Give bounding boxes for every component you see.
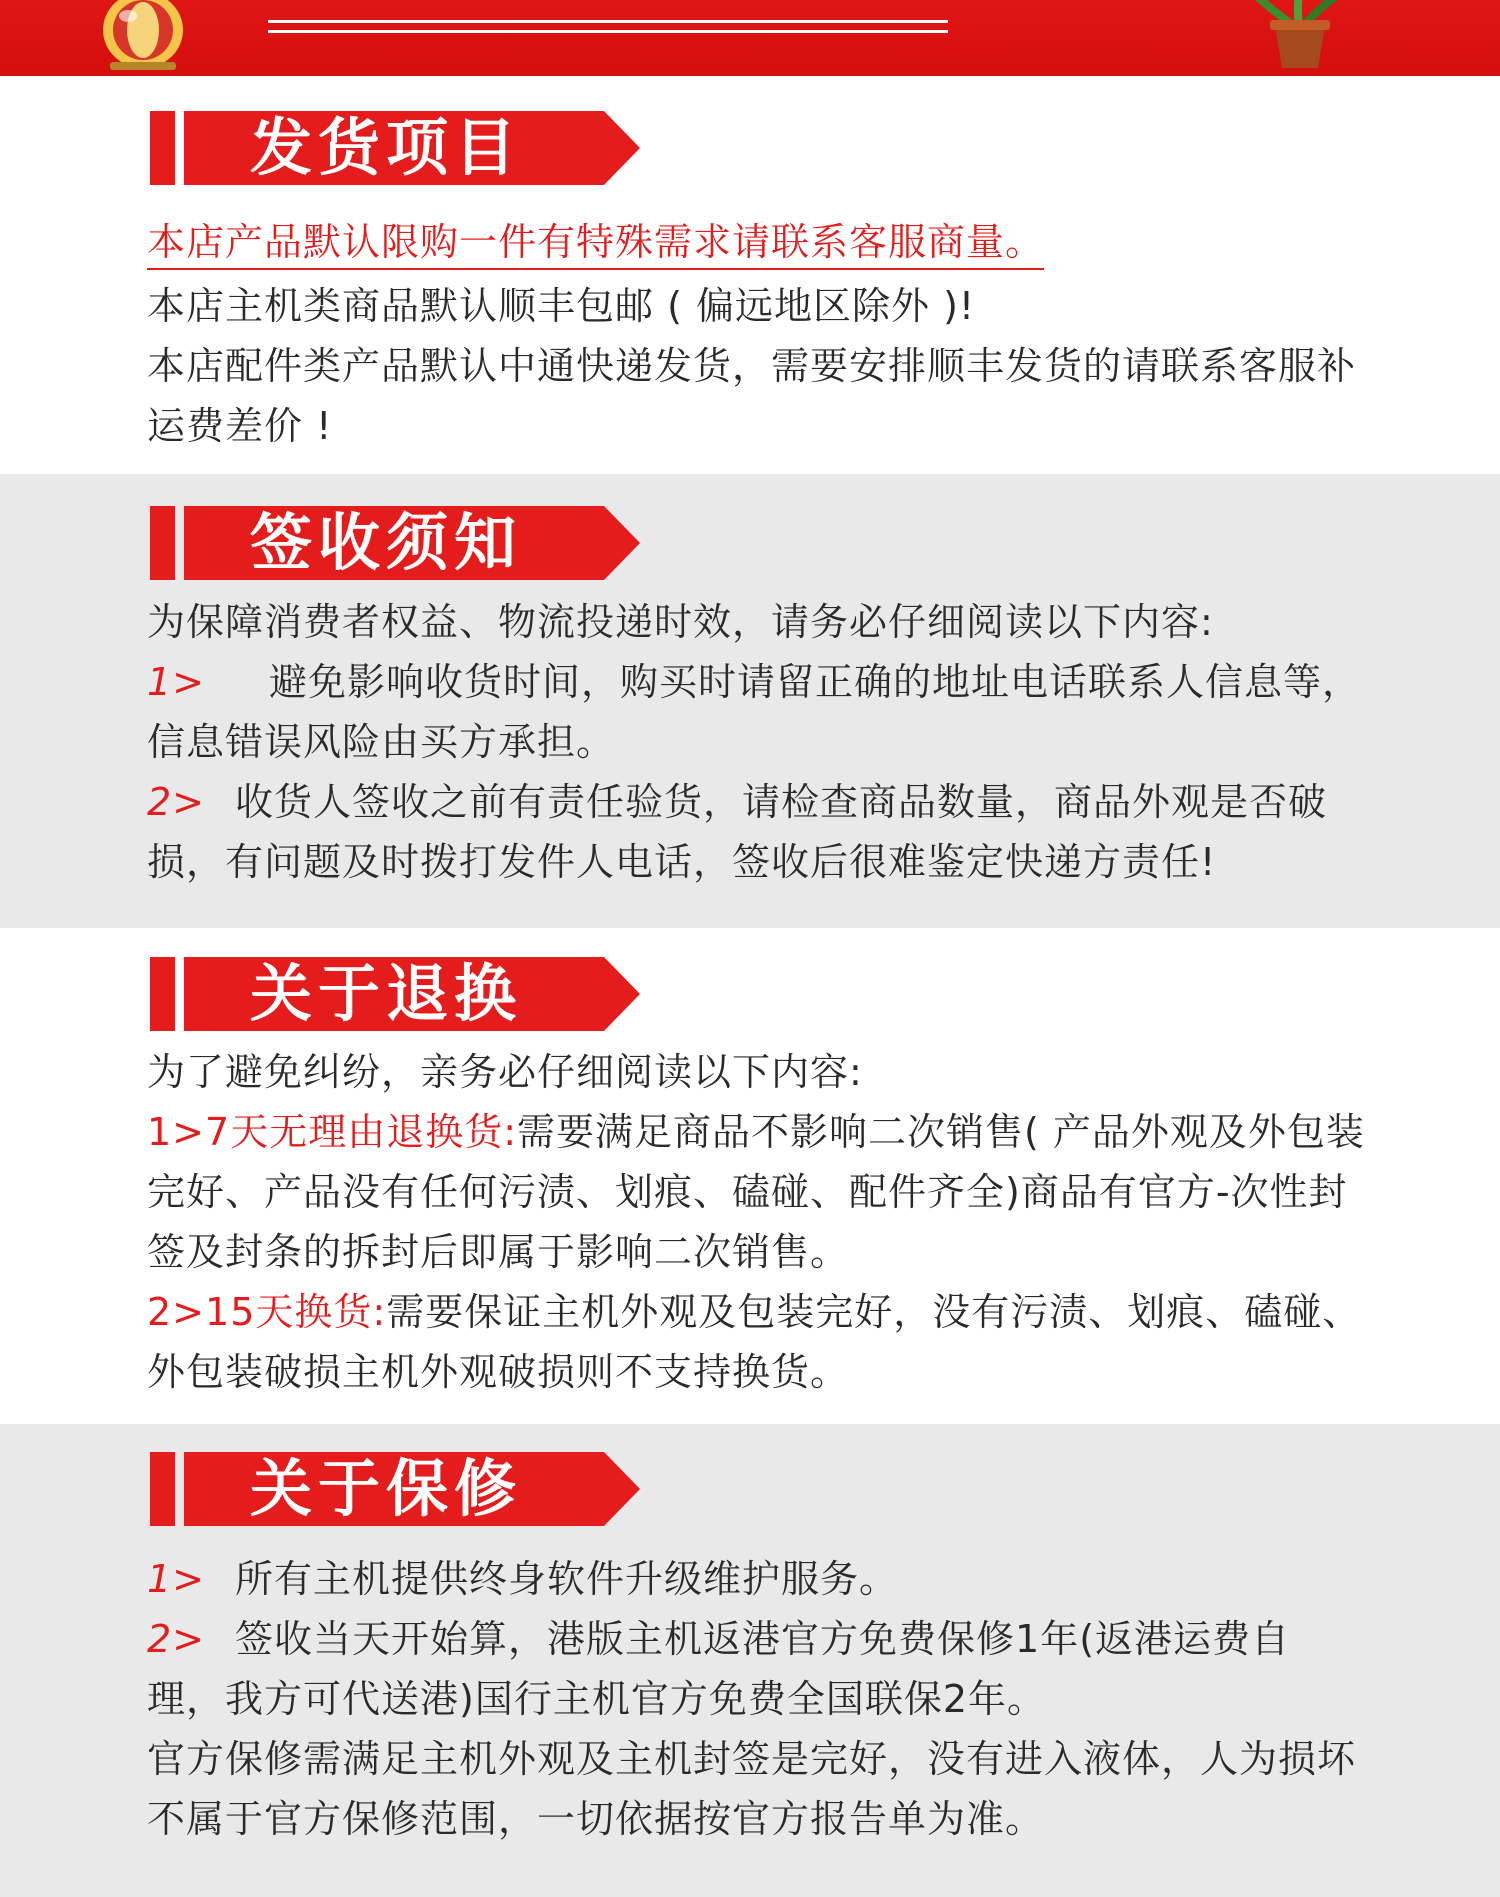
shipping-line-console: 本店主机类商品默认顺丰包邮 ( 偏远地区除外 )! [147, 284, 976, 328]
shipping-body [147, 212, 1367, 456]
receipt-heading [150, 506, 640, 580]
warranty-heading [150, 1452, 640, 1526]
receipt-intro: 为保障消费者权益、物流投递时效，请务必仔细阅读以下内容: [147, 600, 1214, 644]
shipping-section [0, 76, 1500, 474]
warranty-section [0, 1424, 1500, 1897]
warranty-item-1-text: 所有主机提供终身软件升级维护服务。 [235, 1557, 899, 1601]
heading-accent-bar [150, 111, 175, 185]
receipt-body [147, 592, 1367, 892]
returns-heading-text: 关于退换 [250, 957, 523, 1030]
item-marker: 1> [147, 1557, 206, 1601]
banner-decorative-lines [268, 20, 948, 40]
item-marker: 1> [147, 660, 206, 704]
warranty-item-2-text: 签收当天开始算，港版主机返港官方免费保修1年(返港运费自理，我方可代送港)国行主机官方免费全国联保2年。 [147, 1617, 1291, 1721]
item-marker: 2> [147, 780, 206, 824]
returns-intro: 为了避免纠纷，亲务必仔细阅读以下内容: [147, 1050, 863, 1094]
potted-plant-icon [1230, 0, 1370, 70]
receipt-item-2 [147, 772, 1367, 892]
returns-item-2-text: 需要保证主机外观及包装完好，没有污渍、划痕、磕碰、外包装破损主机外观破损则不支持换货。 [147, 1290, 1362, 1394]
warranty-body [147, 1549, 1367, 1849]
item-marker: 2> [147, 1617, 206, 1661]
receipt-section [0, 474, 1500, 928]
heading-accent-bar [150, 957, 175, 1031]
receipt-heading-text: 签收须知 [250, 506, 523, 579]
shipping-heading-text: 发货项目 [250, 111, 523, 184]
returns-7day-label: 1>7天无理由退换货: [147, 1110, 517, 1154]
purchase-limit-notice: 本店产品默认限购一件有特殊需求请联系客服商量。 [147, 216, 1044, 270]
warranty-note: 官方保修需满足主机外观及主机封签是完好，没有进入液体，人为损坏不属于官方保修范围，一切依据按官方报告单为准。 [147, 1737, 1357, 1841]
heading-accent-bar [150, 506, 175, 580]
shipping-heading [150, 111, 640, 185]
lantern-icon [88, 0, 198, 75]
receipt-item-2-text: 收货人签收之前有责任验货，请检查商品数量，商品外观是否破损，有问题及时拨打发件人电话，签收后很难鉴定快递方责任! [147, 780, 1328, 884]
returns-item-1-text: 需要满足商品不影响二次销售( 产品外观及外包装完好、产品没有任何污渍、划痕、磕碰、配件齐全)商品有官方-次性封签及封条的拆封后即属于影响二次销售。 [147, 1110, 1365, 1274]
returns-15day-label: 2>15天换货: [147, 1290, 387, 1334]
returns-heading [150, 957, 640, 1031]
returns-section [0, 928, 1500, 1424]
warranty-item-1 [147, 1549, 1367, 1609]
returns-body [147, 1042, 1367, 1402]
returns-item-2 [147, 1282, 1367, 1402]
warranty-item-2 [147, 1609, 1367, 1729]
receipt-item-1-text: 避免影响收货时间，购买时请留正确的地址电话联系人信息等，信息错误风险由买方承担。 [147, 660, 1362, 764]
top-banner [0, 0, 1500, 76]
heading-accent-bar [150, 1452, 175, 1526]
warranty-heading-text: 关于保修 [250, 1452, 523, 1525]
shipping-line-accessories: 本店配件类产品默认中通快递发货，需要安排顺丰发货的请联系客服补运费差价 ! [147, 344, 1357, 448]
returns-item-1 [147, 1102, 1367, 1282]
receipt-item-1 [147, 652, 1367, 772]
